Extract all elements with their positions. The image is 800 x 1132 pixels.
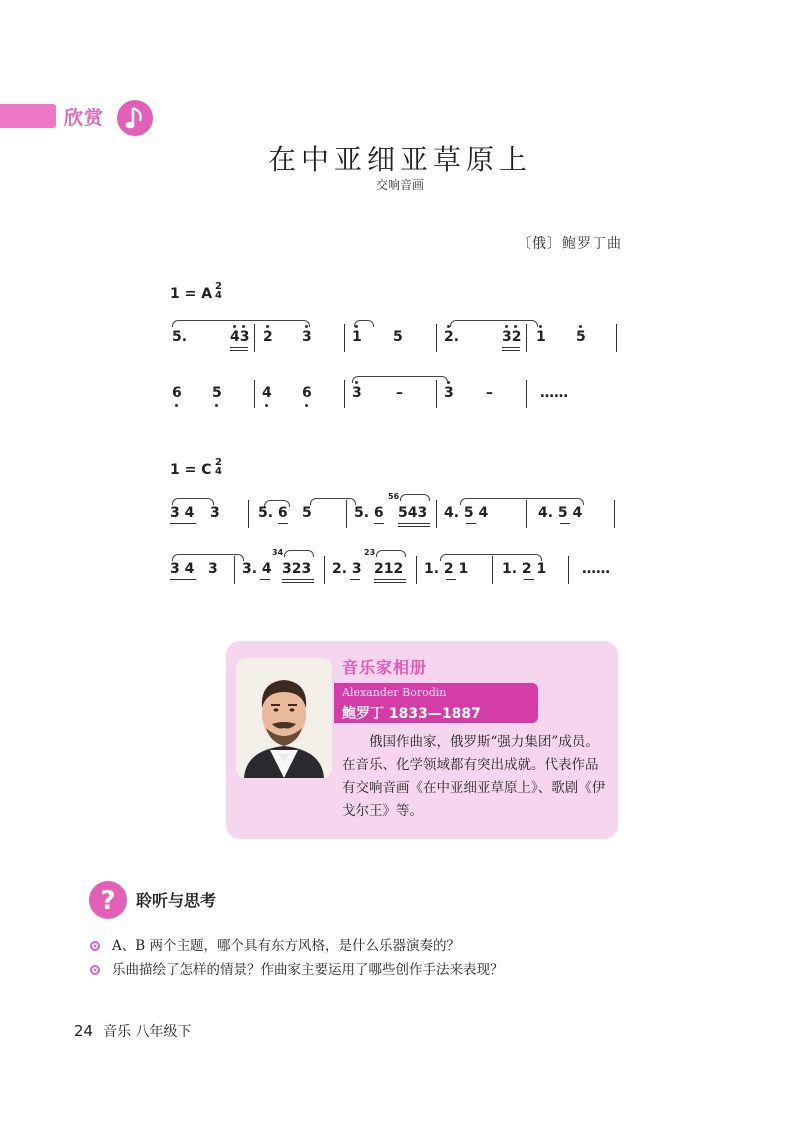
page-number: 24 (74, 1022, 94, 1040)
theme-a-row-2: 6 5 4 6 3 – 3 – …… (160, 374, 630, 414)
listening-title: 聆听与思考 (136, 891, 217, 910)
page-footer (74, 1021, 192, 1041)
book-title: 音乐 八年级下 (103, 1024, 192, 1040)
theme-a-row-1: 5. 43 2 3 1 5 2. 32 1 5 (160, 318, 630, 358)
section-tag-bar (0, 104, 56, 128)
composer-name-chinese: 鲍罗丁 1833—1887 (342, 706, 481, 722)
bullet-icon (90, 965, 100, 975)
theme-b-time-signature: 2 4 (215, 457, 222, 477)
svg-text:?: ? (100, 886, 116, 916)
theme-b-ellipsis: …… (582, 561, 610, 577)
page-title: 在中亚细亚草原上 (267, 143, 532, 176)
theme-b-key: 1 = C (170, 462, 212, 478)
theme-b-row-1: 3 4 3 5. 6 5 5. 6 56 543 4. 5 4 4. 5 4 (160, 494, 630, 534)
composer-name-english: Alexander Borodin (342, 686, 447, 699)
question-item-2 (90, 958, 504, 978)
composer-bio: 俄国作曲家，俄罗斯“强力集团”成员。在音乐、化学领域都有突出成就。代表作品有交响音画《在中亚细亚草原上》、歌剧《伊戈尔王》等。 (342, 734, 606, 819)
composer-credit: 〔俄〕鲍罗丁曲 (517, 236, 622, 252)
composer-portrait (236, 658, 332, 778)
theme-a-key: 1 = A (170, 286, 213, 302)
question-mark-icon (88, 880, 128, 920)
question-text: 乐曲描绘了怎样的情景？作曲家主要运用了哪些创作手法来表现？ (112, 962, 504, 978)
theme-a-time-signature: 2 4 (215, 281, 222, 301)
musician-card-heading: 音乐家相册 (342, 658, 428, 677)
page-subtitle: 交响音画 (375, 178, 424, 192)
question-text: A、B 两个主题，哪个具有东方风格，是什么乐器演奏的？ (112, 938, 460, 954)
bullet-icon (90, 941, 100, 951)
section-label: 欣赏 (64, 107, 105, 129)
theme-a-ellipsis: …… (540, 385, 568, 401)
music-note-icon (116, 99, 154, 137)
theme-b-row-2: 3 4 3 3. 4 34 323 2. 3 23 212 1. 2 1 1. 2 1 …… (160, 550, 630, 590)
question-item-1 (90, 934, 460, 954)
